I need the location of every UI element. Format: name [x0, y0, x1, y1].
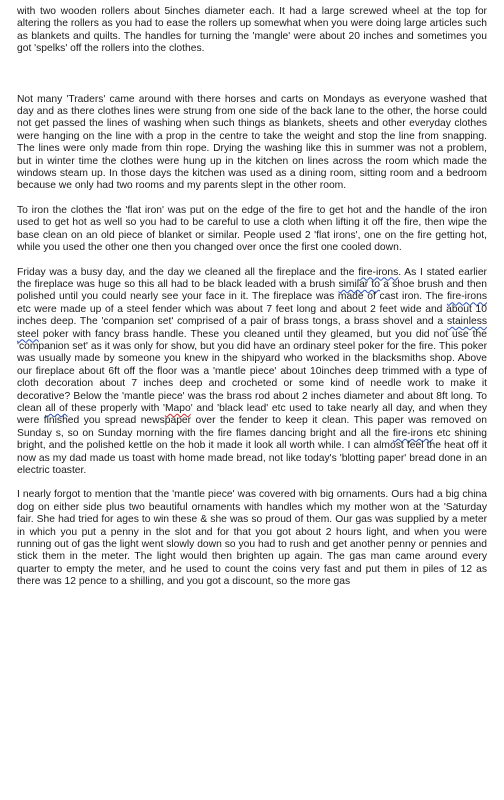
- text-segment: with two wooden rollers about 5inches diameter each. It had a large screwed wheel at the top for altering the rollers as you had to ease the rollers up somewhat when you were doing large articles such as blankets and quilts. The handles for turning the 'mangle' were about 20 inches and sometimes you got 'spelks' off the rollers into the clothes.: [17, 6, 487, 55]
- text-segment: Not many 'Traders' came around with there horses and carts on Mondays as everyone washed that day and as there clothes lines were strung from one side of the back lane to the other, the horse could not get passed the lines of washing when such things as blankets, sheets and other everyday clothes were hanging on the line with a prop in the centre to take the weight and stop the line from snapping. The lines were only made from thin rope. Drying the washing like this in summer was not a problem, but in winter time the clothes were hung up in the kitchen on lines across the room which made the windows steam up. In those days the kitchen was used as a dining room, sitting room and a bedroom because we only had two rooms and my parents slept in the other room.: [17, 93, 487, 192]
- paragraph-gap: [17, 56, 487, 94]
- spellcheck-word: stainless steel: [17, 316, 487, 340]
- paragraph-mantle-piece: [17, 489, 487, 588]
- text-segment: . As I stated earlier the fireplace was huge so this all had to be black leaded with a brush: [17, 266, 487, 290]
- text-segment: these properly with ': [67, 402, 165, 414]
- text-segment: poker with fancy brass handle. These you cleaned until they gleamed, but you did not use the 'companion set' as it was only for show, but you did have an ordinary steel poker for the fire. This poker was usually made by someone you knew in the shipyard who worked in the blacksmiths shop. Above our fireplace about 6ft off the floor was a 'mantle piece' about 10inches deep trimmed with a type of cloth decoration about 7 inches deep and crocheted or some kind of needle work to make it decorative? Below the 'mantle piece' was the brass rod about 2 inches diameter and about 8ft long. To clean: [17, 328, 487, 414]
- paragraph-gap: [17, 477, 487, 489]
- paragraph-gap: [17, 193, 487, 205]
- paragraph-traders: [17, 94, 487, 193]
- document-page: [17, 6, 487, 589]
- text-segment: etc shining bright, and the polished kettle on the hob it made it look all worth while. I can almost feel the heat off it now as my dad made us toast with home made bread, not like today's 'blotting paper' bread done in an electric toaster.: [17, 427, 487, 476]
- text-segment: ' and 'black lead' etc used to take nearly all day, and when they were finished you spread newspaper over the fender to keep it clean. This paper was removed on Sunday s, so on Sunday morning with the fire flames dancing bright and all the: [17, 402, 487, 439]
- text-segment: etc were made up of a steel fender which was about 7 feet long and about 2 feet wide and about 10 inches deep. The 'companion set' comprised of a pair of brass tongs, a brass shovel and a: [17, 303, 487, 328]
- spellcheck-word: fire-irons: [392, 427, 433, 439]
- spellcheck-word: Mapo: [164, 402, 191, 414]
- text-segment: To iron the clothes the 'flat iron' was put on the edge of the fire to get hot and the handle of the iron used to get hot as well so you had to be careful to use a cloth when lifting it off the fire, then wipe the base clean on an old piece of blanket or similar. People used 2 'flat irons', one on the fire getting hot, while you used the other one then you changed over once the first one cooled down.: [17, 204, 487, 254]
- text-segment: a shoe brush and then polished until you could nearly see your face in it. The fireplace was made of cast iron. The: [17, 278, 487, 303]
- spellcheck-word: similar to: [338, 278, 381, 290]
- paragraph-friday: [17, 267, 487, 478]
- spellcheck-word: all of: [45, 402, 68, 414]
- spellcheck-word: fire-irons: [446, 291, 487, 303]
- paragraph-flat-iron: [17, 205, 487, 255]
- text-segment: Friday was a busy day, and the day we cleaned all the fireplace and the: [17, 266, 359, 278]
- text-segment: I nearly forgot to mention that the 'mantle piece' was covered with big ornaments. Ours had a big china dog on either side plus two beautiful ornaments with handles which my mother won at the 'Saturday fair. She had tried for ages to win these & she was so proud of them. Our gas was supplied by a meter in which you put a penny in the slot and for that you got about 2 hours light, and when you were running out of gas the light went slowly down so you had to rush and get another penny or pennies and stick them in the meter. The light would then brighten up again. The gas man came around every quarter to empty the meter, and he used to count the coins very fast and put them in piles of 12 as there was 12 pence to a shilling, and you got a discount, so the more gas: [17, 489, 487, 588]
- paragraph-gap: [17, 255, 487, 267]
- spellcheck-word: fire-irons: [358, 266, 399, 278]
- paragraph-mangle: [17, 6, 487, 56]
